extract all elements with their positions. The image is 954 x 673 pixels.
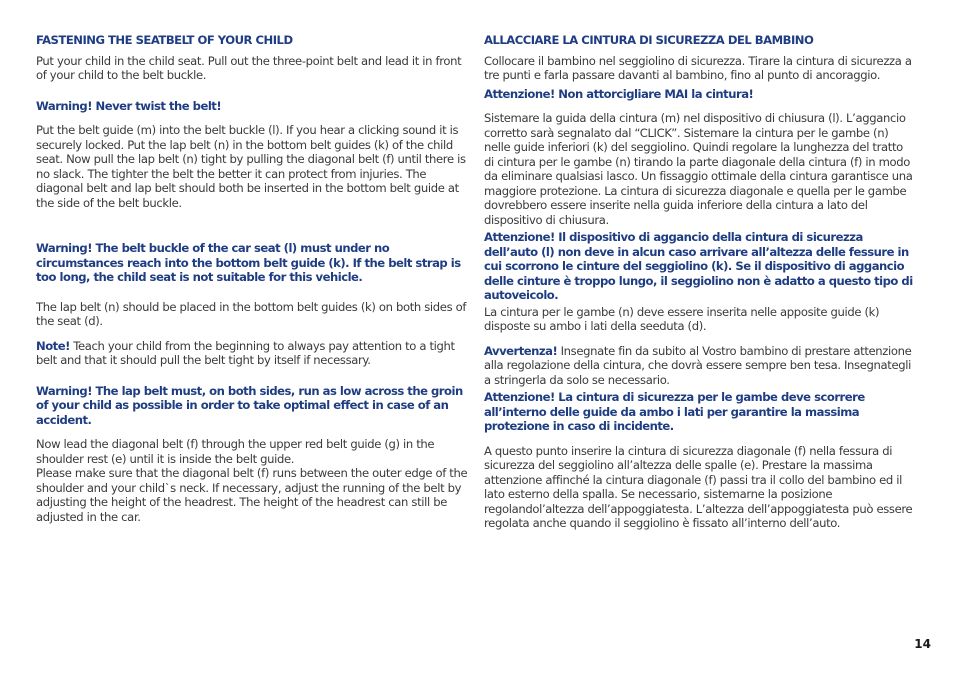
note-paragraph [36, 339, 468, 368]
warning-heading: Warning! Never twist the belt! [36, 98, 222, 113]
paragraph: Collocare il bambino nel seggiolino di sicurezza. Tirare la cintura di sicurezza a tre punti e farla passare davanti al bambino, fino al punto di ancoraggio. [484, 53, 912, 82]
paragraph: Put your child in the child seat. Pull out the three-point belt and lead it in front of your child to the belt buckle. [36, 53, 462, 82]
page-number: 14 [914, 637, 931, 651]
paragraph: Put the belt guide (m) into the belt buckle (l). If you hear a clicking sound it is securely locked. Put the lap belt (n) in the bottom belt guides (k) of the child seat. Now pull the lap belt (n) tight by pulling the diagonal belt (f) until there is no slack. The tighter the belt the better it can protect from injuries. The diagonal belt and lap belt should both be inserted in the bottom belt guide at the side of the belt buckle. [36, 123, 466, 210]
english-column [36, 33, 468, 524]
note-text: Insegnate fin da subito al Vostro bambino di prestare attenzione alla regolazione della cintura, che dovrà essere sempre ben tesa. Insegnategli a stringerla da solo se necessario. [484, 343, 912, 387]
section-title: FASTENING THE SEATBELT OF YOUR CHILD [36, 33, 293, 47]
note-label: Note! [36, 338, 70, 353]
warning-paragraph: Warning! The lap belt must, on both sides, run as low across the groin of your child as possible in order to take optimal effect in case of an accident. [36, 383, 463, 427]
note-label: Avvertenza! [484, 343, 558, 358]
note-text: Teach your child from the beginning to always pay attention to a tight belt and that it should pull the belt tight by itself if necessary. [36, 338, 455, 367]
italian-column [484, 33, 916, 531]
warning-paragraph: Attenzione! La cintura di sicurezza per le gambe deve scorrere all’interno delle guide da ambo i lati per garantire la massima protezione in caso di incidente. [484, 390, 865, 433]
paragraph: Now lead the diagonal belt (f) through the upper red belt guide (g) in the shoulder rest (e) until it is inside the belt guide. [36, 437, 435, 466]
note-paragraph [484, 344, 916, 388]
paragraph: Please make sure that the diagonal belt (f) runs between the outer edge of the shoulder and your child`s neck. If necessary, adjust the running of the belt by adjusting the height of the headrest. The height of the headrest can still be adjusted in the car. [36, 466, 468, 524]
section-title: ALLACCIARE LA CINTURA DI SICUREZZA DEL BAMBINO [484, 33, 814, 47]
paragraph: Sistemare la guida della cintura (m) nel dispositivo di chiusura (l). L’aggancio corretto sarà segnalato dal “CLICK”. Sistemare la cintura per le gambe (n) nelle guide inferiori (k) del seggiolino. Quindi regolare la lunghezza del tratto di cintura per le gambe (n) tirando la parte diagonale della cintura (f) in modo da eliminare qualsiasi lasco. Un fissaggio ottimale della cintura garantisce una maggiore protezione. La cintura di sicurezza diagonale e quella per le gambe dovrebbero essere inserite nella guida inferiore della cintura a lato del dispositivo di chiusura. [484, 111, 913, 227]
warning-paragraph: Attenzione! Il dispositivo di aggancio della cintura di sicurezza dell’auto (l) non deve in alcun caso arrivare all’altezza delle fessure in cui scorrono le cinture del seggiolino (k). Se il dispositivo di aggancio delle cinture è troppo lungo, il seggiolino non è adatto a questo tipo di autoveicolo. [484, 230, 913, 302]
paragraph: La cintura per le gambe (n) deve essere inserita nelle apposite guide (k) disposte su ambo i lati della seeduta (d). [484, 304, 880, 333]
paragraph: The lap belt (n) should be placed in the bottom belt guides (k) on both sides of the seat (d). [36, 299, 467, 328]
warning-heading: Attenzione! Non attorcigliare MAI la cintura! [484, 86, 754, 101]
paragraph: A questo punto inserire la cintura di sicurezza diagonale (f) nella fessura di sicurezza del seggiolino all’altezza delle spalle (e). Prestare la massima attenzione affinché la cintura diagonale (f) passi tra il collo del bambino ed il lato esterno della spalla. Se necessario, sistemarne la posizione regolandol’altezza dell’appoggiatesta. L’altezza dell’appoggiatesta può essere regolata anche quando il seggiolino è fissato all’interno dell’auto. [484, 443, 913, 530]
warning-paragraph: Warning! The belt buckle of the car seat (l) must under no circumstances reach into the bottom belt guide (k). If the belt strap is too long, the child seat is not suitable for this vehicle. [36, 241, 461, 284]
